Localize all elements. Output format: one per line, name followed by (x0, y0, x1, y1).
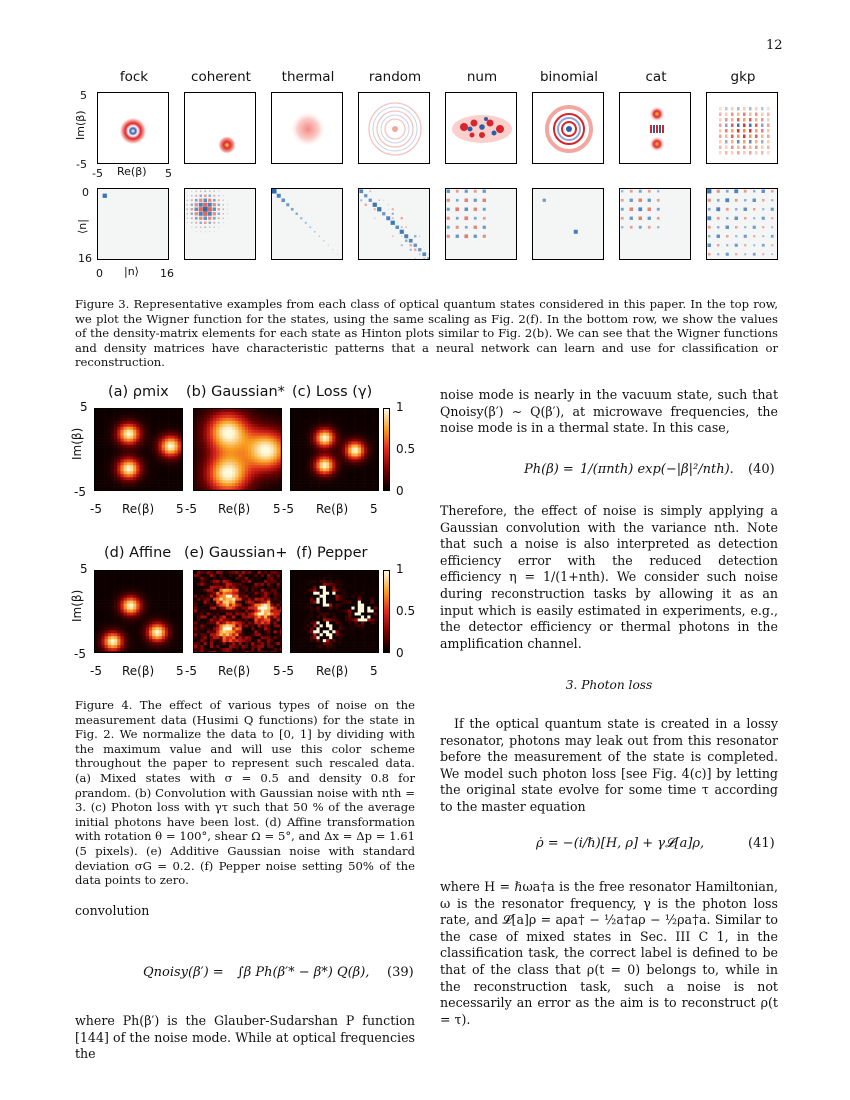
equation-40-rhs: 1/(πnth) exp(−|β|²/nth). (580, 462, 734, 477)
bottom-y-label: ⟨n| (76, 219, 89, 234)
row2-y-label: Im(β) (70, 589, 84, 622)
figure-3 (0, 0, 850, 300)
colorbar-row2-tick-half: 0.5 (396, 604, 416, 618)
bottom-y-max: 16 (78, 252, 92, 265)
paragraph-convolution: convolution (75, 903, 150, 918)
heatmap-d-affine (94, 570, 183, 653)
page-number: 12 (766, 38, 783, 53)
figure-3-caption (75, 297, 778, 370)
heatmap-a-rho-mix (94, 408, 183, 491)
wigner-num (445, 92, 517, 164)
wigner-random (358, 92, 430, 164)
heatmap-c-loss (290, 408, 379, 491)
bottom-x-max: 16 (160, 267, 174, 280)
row1-c-x-max: 5 (370, 502, 378, 516)
row2-y-max: 5 (80, 562, 88, 576)
column-title-random: random (368, 69, 422, 85)
equation-40-number: (40) (748, 462, 775, 477)
equation-39-lhs: Qnoisy(β′) = (143, 965, 224, 980)
bottom-x-label: |n⟩ (124, 265, 139, 278)
colorbar-row2-tick-1: 1 (396, 562, 404, 576)
row2-f-x-label: Re(β) (316, 664, 349, 678)
panel-title-d: (d) Affine (104, 545, 172, 561)
hinton-coherent (184, 188, 256, 260)
heatmap-f-pepper (290, 570, 379, 653)
wigner-cat (619, 92, 691, 164)
panel-title-a: (a) ρmix (108, 384, 169, 400)
column-title-gkp: gkp (730, 69, 756, 85)
wigner-coherent (184, 92, 256, 164)
row1-b-x-max: 5 (273, 502, 281, 516)
equation-40-lhs: Ph(β) = (524, 462, 574, 477)
equation-40 (440, 452, 778, 492)
wigner-gkp (706, 92, 778, 164)
row2-d-x-max: 5 (176, 664, 184, 678)
row2-d-x-min: -5 (90, 664, 102, 678)
row1-b-x-min: -5 (185, 502, 197, 516)
paragraph-noise-mode: noise mode is nearly in the vacuum state, such that Qnoisy(β′) ∼ Q(β′), at microwave frequencies, the noise mode is in a thermal state. In this case, (440, 387, 778, 436)
paragraph-hamiltonian: where H = ℏωa†a is the free resonator Hamiltonian, ω is the resonator frequency, γ is the photon loss rate, and 𝓛[a]ρ = aρa† − ½a†aρ − ½ρa†a. Similar to the case of mixed states in Sec. III C 1, in the classification task, the correct label is defined to be that of the class that ρ(t = 0) belongs to, while in the reconstruction task, such a noise is not necessarily an error as the aim is to reconstruct ρ(t = τ). (440, 879, 778, 1027)
column-title-fock: fock (119, 69, 149, 85)
section-heading-photon-loss: 3. Photon loss (565, 678, 653, 692)
hinton-cat (619, 188, 691, 260)
hinton-binomial (532, 188, 604, 260)
row1-c-x-label: Re(β) (316, 502, 349, 516)
equation-41-number: (41) (748, 836, 775, 851)
wigner-binomial (532, 92, 604, 164)
heatmap-e-gaussian-plus (193, 570, 282, 653)
colorbar-row1-tick-0: 0 (396, 484, 404, 498)
column-title-binomial: binomial (539, 69, 599, 85)
panel-title-c: (c) Loss (γ) (292, 384, 373, 400)
hinton-fock (97, 188, 169, 260)
equation-39-rhs: ∫β Ph(β′* − β*) Q(β), (237, 965, 370, 980)
top-y-label: Im(β) (74, 110, 87, 140)
figure-4 (60, 378, 420, 688)
row1-y-min: -5 (74, 485, 86, 499)
hinton-thermal (271, 188, 343, 260)
row2-d-x-label: Re(β) (122, 664, 155, 678)
equation-41-body: ρ̇ = −(i/ℏ)[H, ρ] + γ𝓛[a]ρ, (536, 836, 705, 851)
figure-3-caption-text: Representative examples from each class of optical quantum states considered in this paper. In the top row, we plot the Wigner function for the states, using the same scaling as Fig. 2(f). In the bottom row, we show the values of the density-matrix elements for each state as Hinton plots similar to Fig. 2(b). We can see that the Wigner functions and density matrices have characteristic patterns that a neural network can learn and use for classification or reconstruction. (75, 297, 779, 370)
panel-title-e: (e) Gaussian+ (184, 545, 288, 561)
row1-a-x-label: Re(β) (122, 502, 155, 516)
row2-e-x-label: Re(β) (218, 664, 251, 678)
row2-f-x-max: 5 (370, 664, 378, 678)
row1-y-label: Im(β) (70, 427, 84, 460)
colorbar-row1-tick-half: 0.5 (396, 442, 416, 456)
colorbar-row1-tick-1: 1 (396, 400, 404, 414)
hinton-random (358, 188, 430, 260)
column-title-thermal: thermal (281, 69, 335, 85)
row1-c-x-min: -5 (282, 502, 294, 516)
row2-y-min: -5 (74, 647, 86, 661)
paragraph-photon-loss: If the optical quantum state is created in a lossy resonator, photons may leak out from this resonator before the measurement of the state is completed. We model such photon loss [see Fig. 4(c)] by letting the original state evolve for some time τ according to the master equation (440, 716, 778, 814)
row2-e-x-max: 5 (273, 664, 281, 678)
figure-4-caption-text: The effect of various types of noise on the measurement data (Husimi Q functions) for the state in Fig. 2. We normalize the data to [0, 1] by dividing with the maximum value and will use this color scheme throughout the paper to represent such rescaled data. (a) Mixed states with σ = 0.5 and density 0.8 for ρrandom. (b) Convolution with Gaussian noise with nth = 3. (c) Photon loss with γτ such that 50 % of the average initial photons have been lost. (d) Affine transformation with rotation θ = 100°, shear Ω = 5°, and Δx = Δp = 1.61 (5 pixels). (e) Additive Gaussian noise with standard deviation σG = 0.2. (f) Pepper noise setting 50% of the data points to zero. (75, 698, 415, 888)
wigner-fock (97, 92, 169, 164)
column-title-cat: cat (645, 69, 667, 85)
heatmap-b-gaussian-star (193, 408, 282, 491)
hinton-num (445, 188, 517, 260)
colorbar-row1 (383, 408, 390, 491)
colorbar-row2 (383, 570, 390, 653)
top-x-label: Re(β) (117, 165, 147, 178)
column-title-coherent: coherent (191, 69, 251, 85)
equation-39-number: (39) (387, 965, 414, 980)
equation-39 (75, 955, 415, 995)
row1-b-x-label: Re(β) (218, 502, 251, 516)
row2-f-x-min: -5 (282, 664, 294, 678)
panel-title-b: (b) Gaussian* (186, 384, 285, 400)
top-x-min: -5 (92, 167, 103, 180)
paragraph-gaussian-convolution: Therefore, the effect of noise is simply applying a Gaussian convolution with the variance nth. Note that such a noise is also interpreted as detection efficiency error with the reduced detection efficiency η = 1/(1+nth). We consider such noise during reconstruction tasks by allowing it as an input which is easily estimated in experiments, e.g., the detector efficiency or thermal photons in the amplification channel. (440, 503, 778, 651)
row1-y-max: 5 (80, 400, 88, 414)
row1-a-x-min: -5 (90, 502, 102, 516)
hinton-gkp (706, 188, 778, 260)
colorbar-row2-tick-0: 0 (396, 646, 404, 660)
top-y-max: 5 (80, 89, 87, 102)
figure-4-caption (75, 698, 415, 888)
wigner-thermal (271, 92, 343, 164)
top-y-min: -5 (76, 158, 87, 171)
panel-title-f: (f) Pepper (296, 545, 368, 561)
bottom-x-min: 0 (96, 267, 103, 280)
equation-41 (440, 830, 778, 860)
paragraph-where-ph: where Ph(β′) is the Glauber-Sudarshan P function [144] of the noise mode. While at optical frequencies the (75, 1013, 415, 1062)
bottom-y-min: 0 (82, 186, 89, 199)
row1-a-x-max: 5 (176, 502, 184, 516)
figure-3-caption-lead: Figure 3. (75, 297, 130, 311)
figure-4-caption-lead: Figure 4. (75, 698, 133, 712)
row2-e-x-min: -5 (185, 664, 197, 678)
column-title-num: num (466, 69, 498, 85)
top-x-max: 5 (165, 167, 172, 180)
